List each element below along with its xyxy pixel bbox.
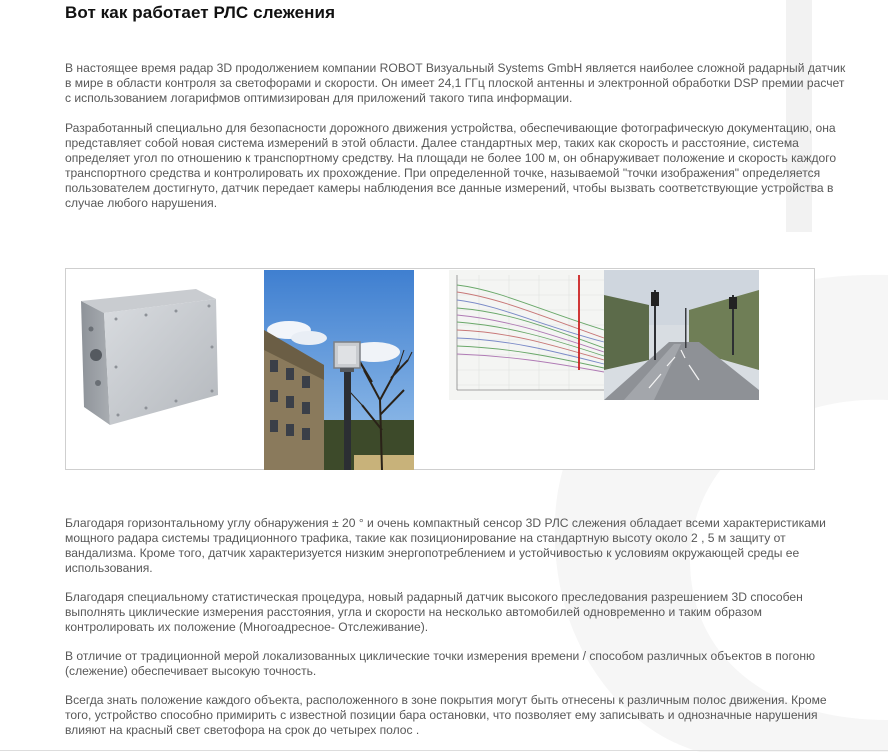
detection-angle-paragraph: Благодаря горизонтальному углу обнаружения ± 20 ° и очень компактный сенсор 3D РЛС слежения обладает всеми характеристиками мощного радара системы традиционного трафика, такие как позиционирование на стандартную высоту около 2 , 5 м защиту от вандализма. Кроме того, датчик характеризуется низким энергопотреблением и устойчивостью к условиям окружающей среды ее использования.: [65, 516, 826, 575]
lane-position-paragraph: Всегда знать положение каждого объекта, расположенного в зоне покрытия могут быть отнесены к различным полос движения. Кроме того, устройство способно примирить с известной позиции бара остановки, что позволяет ему записывать и однозначные нарушения влияют на красный свет светофора на срок до четырех полос .: [65, 693, 827, 737]
mounted-radar-pole-photo: [264, 270, 414, 470]
tracking-chart-and-road-photo: [449, 270, 759, 400]
footer-divider: [0, 750, 888, 751]
statistical-procedure-paragraph: Благодаря специальному статистическая процедура, новый радарный датчик высокого преследования разрешением 3D способен выполнять циклические измерения расстояния, угла и скорости на несколько автомобилей одновременно и таким образом контролировать их положение (Многоадресное- Отслеживание).: [65, 590, 803, 634]
radar-sensor-box-photo: [76, 277, 226, 427]
page-title: Вот как работает РЛС слежения: [65, 3, 336, 22]
accuracy-paragraph: В отличие от традиционной мерой локализованных циклические точки измерения времени / способом различных объектов в погоню (слежение) обеспечивает высокую точность.: [65, 649, 816, 678]
description-paragraph: Разработанный специально для безопасности дорожного движения устройства, обеспечивающие фотографическую документацию, она представляет собой новая система измерений в этой области. Далее стандартных мер, таких как скорость и расстояние, система определяет угол по отношению к транспортному средству. На площади не более 100 м, он обнаруживает положение и скорость каждого транспортного средства и контролировать их прохождение. При определенной точке, называемой "точки изображения" определяется пользователем достигнуто, датчик передает камеры наблюдения все данные измерений, чтобы вызвать соответствующие устройства в случае любого нарушения.: [65, 121, 837, 210]
image-gallery: [65, 268, 815, 470]
intro-paragraph: В настоящее время радар 3D продолжением компании ROBOT Визуальный Systems GmbH является наиболее сложной радарный датчик в мире в области контроля за светофорами и скорости. Он имеет 24,1 ГГц плоской антенны и электронной обработки DSP премии расчет с использованием логарифмов оптимизирован для приложений такого типа информации.: [65, 61, 846, 105]
